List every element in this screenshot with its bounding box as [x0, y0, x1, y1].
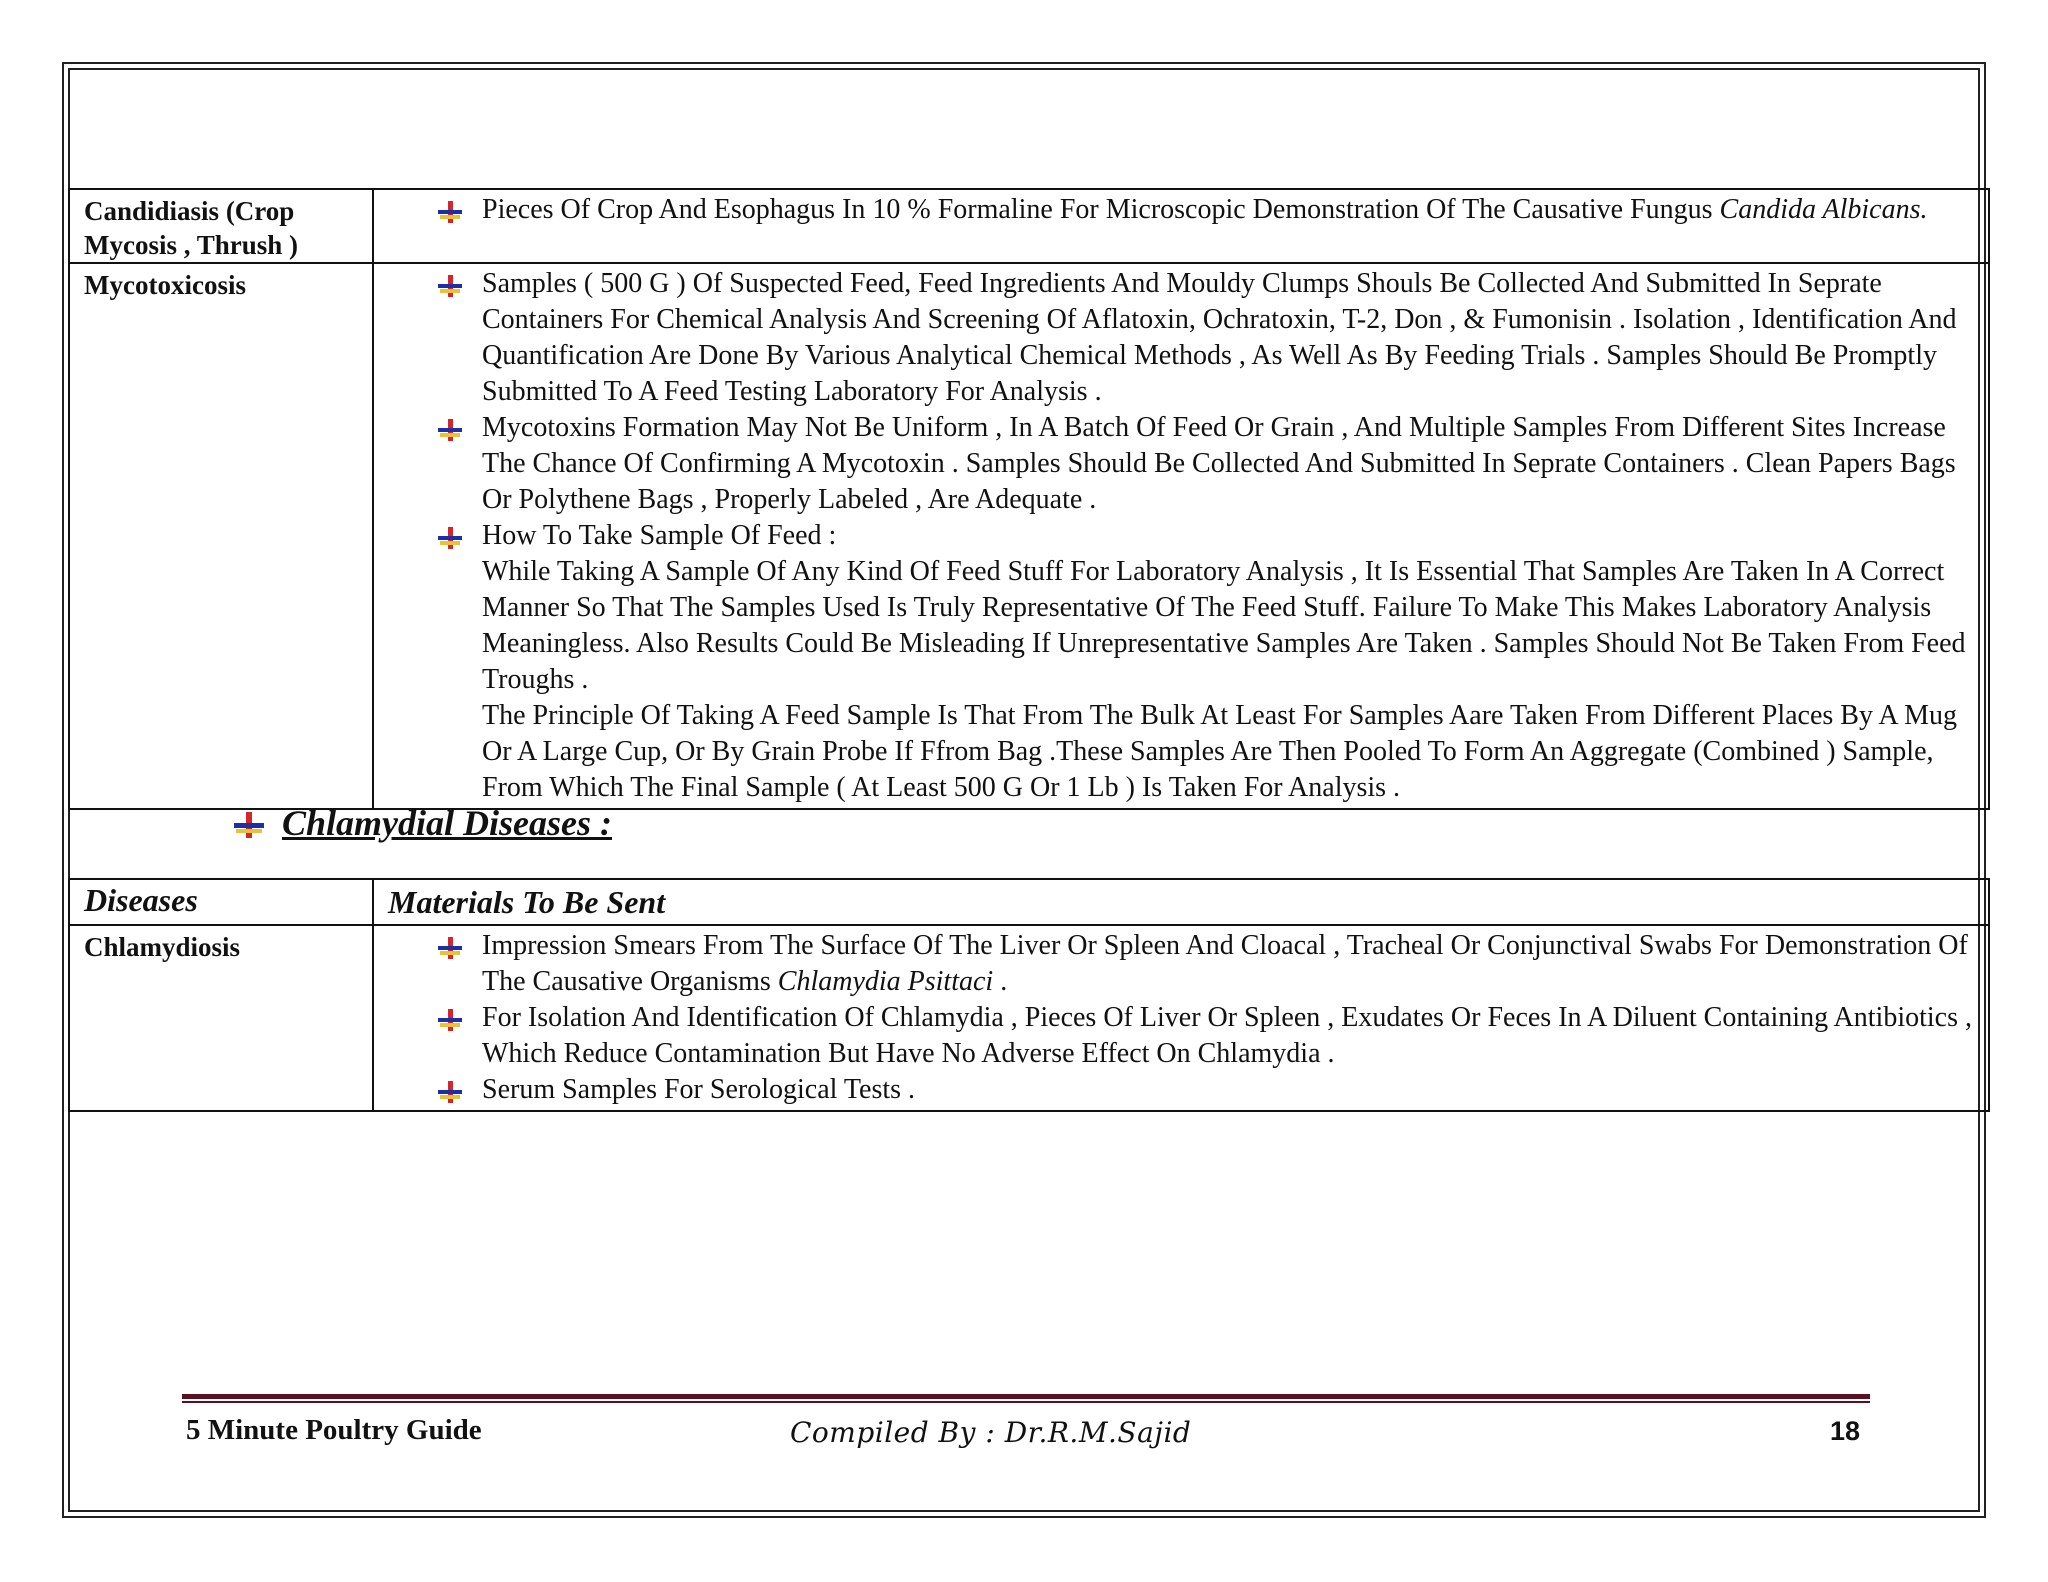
arrow-cross-bullet-icon: [234, 812, 264, 838]
materials-cell: [373, 263, 1989, 809]
table-row: [69, 189, 1989, 263]
table-row: [69, 925, 1989, 1111]
table-row: [69, 263, 1989, 809]
list-item: Serum Samples For Serological Tests .: [374, 1072, 1976, 1108]
disease-cell: Mycotoxicosis: [69, 263, 373, 809]
materials-list: [374, 928, 1976, 1108]
page-number: 18: [1830, 1416, 1861, 1446]
specimen-table-1: [68, 188, 1990, 810]
footer-rule: [182, 1394, 1870, 1399]
disease-cell: Chlamydiosis: [69, 925, 373, 1111]
list-item: How To Take Sample Of Feed : While Taking A Sample Of Any Kind Of Feed Stuff For Laboratory Analysis , It Is Essential That Samples Are Taken In A Correct Manner So That The Samples Used Is Truly Representative Of The Feed Stuff. Failure To Make This Makes Laboratory Analysis Meaningless. Also Results Could Be Misleading If Unrepresentative Samples Are Taken . Samples Should Not Be Taken From Feed Troughs . The Principle Of Taking A Feed Sample Is That From The Bulk At Least For Samples Aare Taken From Different Places By A Mug Or A Large Cup, Or By Grain Probe If Ffrom Bag .These Samples Are Then Pooled To Form An Aggregate (Combined ) Sample, From Which The Final Sample ( At Least 500 G Or 1 Lb ) Is Taken For Analysis .: [374, 518, 1976, 806]
list-item: Impression Smears From The Surface Of The Liver Or Spleen And Cloacal , Tracheal Or Conjunctival Swabs For Demonstration Of The Causative Organisms Chlamydia Psittaci .: [374, 928, 1976, 1000]
materials-list: [374, 192, 1976, 228]
list-item: Mycotoxins Formation May Not Be Uniform , In A Batch Of Feed Or Grain , And Multiple Samples From Different Sites Increase The Chance Of Confirming A Mycotoxin . Samples Should Be Collected And Submitted In Seprate Containers . Clean Papers Bags Or Polythene Bags , Properly Labeled , Are Adequate .: [374, 410, 1976, 518]
sampling-paragraph-2: The Principle Of Taking A Feed Sample Is That From The Bulk At Least For Samples Aare Taken From Different Places By A Mug Or A Large Cup, Or By Grain Probe If Ffrom Bag .These Samples Are Then Pooled To Form An Aggregate (Combined ) Sample, From Which The Final Sample ( At Least 500 G Or 1 Lb ) Is Taken For Analysis .: [482, 700, 1957, 803]
arrow-cross-bullet-icon: [438, 937, 462, 959]
materials-list: [374, 266, 1976, 806]
materials-cell: [373, 189, 1989, 263]
specimen-table-2: [68, 878, 1990, 1112]
sampling-paragraph-1: While Taking A Sample Of Any Kind Of Feed Stuff For Laboratory Analysis , It Is Essential That Samples Are Taken In A Correct Manner So That The Samples Used Is Truly Representative Of The Feed Stuff. Failure To Make This Makes Laboratory Analysis Meaningless. Also Results Could Be Misleading If Unrepresentative Samples Are Taken . Samples Should Not Be Taken From Feed Troughs .: [482, 556, 1966, 695]
column-header-diseases: Diseases: [69, 879, 373, 925]
section-title: Chlamydial Diseases :: [234, 800, 612, 846]
table-header-row: [69, 879, 1989, 925]
list-item: For Isolation And Identification Of Chlamydia , Pieces Of Liver Or Spleen , Exudates Or Feces In A Diluent Containing Antibiotics , Which Reduce Contamination But Have No Adverse Effect On Chlamydia .: [374, 1000, 1976, 1072]
list-item: Samples ( 500 G ) Of Suspected Feed, Feed Ingredients And Mouldy Clumps Shouls Be Collected And Submitted In Seprate Containers For Chemical Analysis And Screening Of Aflatoxin, Ochratoxin, T-2, Don , & Fumonisin . Isolation , Identification And Quantification Are Done By Various Analytical Chemical Methods , As Well As By Feeding Trials . Samples Should Be Promptly Submitted To A Feed Testing Laboratory For Analysis .: [374, 266, 1976, 410]
footer-compiled-by: Compiled By : Dr.R.M.Sajid: [790, 1416, 1192, 1449]
arrow-cross-bullet-icon: [438, 275, 462, 297]
list-item: Pieces Of Crop And Esophagus In 10 % Formaline For Microscopic Demonstration Of The Causative Fungus Candida Albicans.: [374, 192, 1976, 228]
arrow-cross-bullet-icon: [438, 201, 462, 223]
footer-rule-thin: [182, 1401, 1870, 1403]
column-header-materials: Materials To Be Sent: [373, 879, 1989, 925]
arrow-cross-bullet-icon: [438, 1081, 462, 1103]
disease-cell: Candidiasis (Crop Mycosis , Thrush ): [69, 189, 373, 263]
arrow-cross-bullet-icon: [438, 527, 462, 549]
arrow-cross-bullet-icon: [438, 419, 462, 441]
materials-cell: [373, 925, 1989, 1111]
arrow-cross-bullet-icon: [438, 1009, 462, 1031]
footer-guide-title: 5 Minute Poultry Guide: [186, 1414, 482, 1446]
